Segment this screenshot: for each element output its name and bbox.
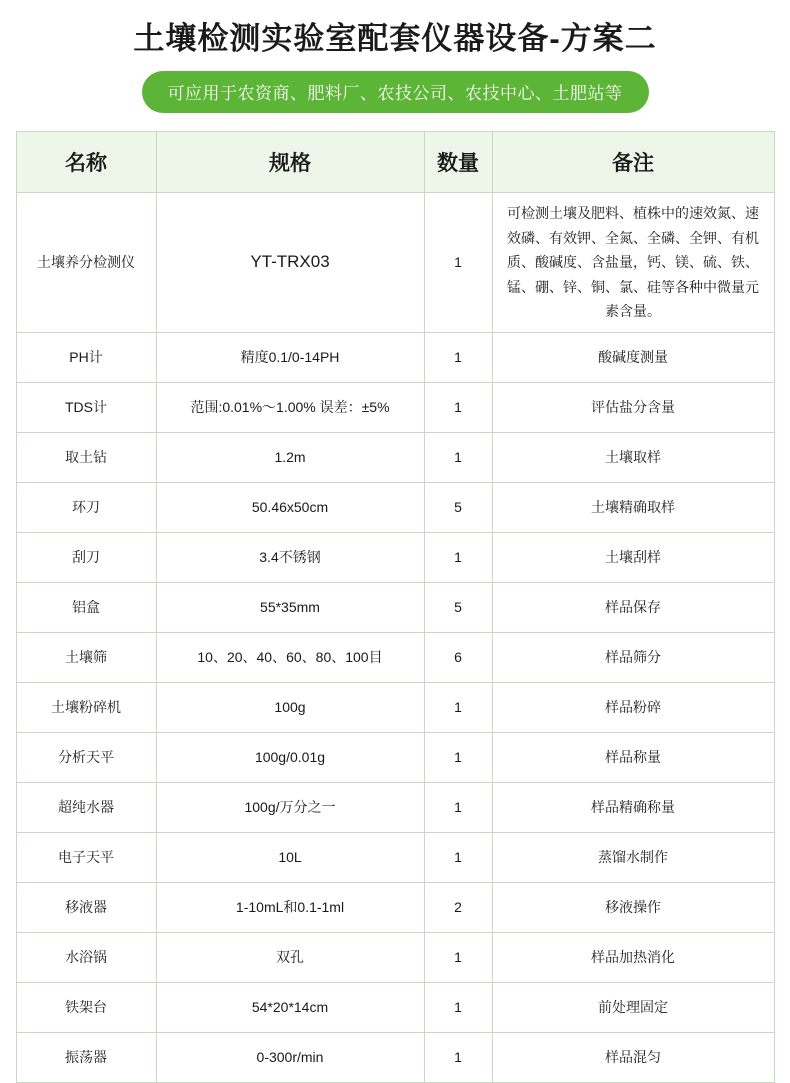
cell-remark: 样品加热消化: [492, 932, 774, 982]
cell-name: 土壤养分检测仪: [16, 193, 156, 333]
table-row: [16, 382, 774, 432]
cell-spec: 1.2m: [156, 432, 424, 482]
table-row: [16, 682, 774, 732]
cell-qty: 1: [424, 1032, 492, 1082]
cell-name: 土壤筛: [16, 632, 156, 682]
table-row: [16, 1032, 774, 1082]
cell-name: 移液器: [16, 882, 156, 932]
cell-spec: 0-300r/min: [156, 1032, 424, 1082]
cell-remark: 蒸馏水制作: [492, 832, 774, 882]
specification-table: [16, 131, 775, 1083]
cell-name: 振荡器: [16, 1032, 156, 1082]
cell-spec: 范围:0.01%～1.00% 误差：±5%: [156, 382, 424, 432]
cell-qty: 1: [424, 532, 492, 582]
cell-qty: 1: [424, 982, 492, 1032]
cell-remark: 评估盐分含量: [492, 382, 774, 432]
cell-spec: 54*20*14cm: [156, 982, 424, 1032]
cell-qty: 1: [424, 682, 492, 732]
cell-name: 铝盒: [16, 582, 156, 632]
cell-remark: 可检测土壤及肥料、植株中的速效氮、速效磷、有效钾、全氮、全磷、全钾、有机质、酸碱度、含盐量，钙、镁、硫、铁、锰、硼、锌、铜、氯、硅等各种中微量元素含量。: [492, 193, 774, 333]
cell-remark: 样品保存: [492, 582, 774, 632]
table-row: [16, 193, 774, 333]
cell-spec: 100g: [156, 682, 424, 732]
cell-spec: 10L: [156, 832, 424, 882]
cell-remark: 样品粉碎: [492, 682, 774, 732]
cell-remark: 样品精确称量: [492, 782, 774, 832]
cell-spec: 双孔: [156, 932, 424, 982]
table-row: [16, 932, 774, 982]
cell-name: 超纯水器: [16, 782, 156, 832]
cell-spec: 10、20、40、60、80、100目: [156, 632, 424, 682]
cell-qty: 1: [424, 382, 492, 432]
cell-name: 取土钻: [16, 432, 156, 482]
column-header-name: 名称: [16, 132, 156, 193]
table-row: [16, 582, 774, 632]
table-header-row: [16, 132, 774, 193]
table-row: [16, 432, 774, 482]
cell-name: TDS计: [16, 382, 156, 432]
cell-spec: 50.46x50cm: [156, 482, 424, 532]
cell-name: 环刀: [16, 482, 156, 532]
cell-remark: 土壤取样: [492, 432, 774, 482]
cell-name: 分析天平: [16, 732, 156, 782]
cell-spec: 55*35mm: [156, 582, 424, 632]
column-header-qty: 数量: [424, 132, 492, 193]
table-row: [16, 632, 774, 682]
cell-remark: 酸碱度测量: [492, 332, 774, 382]
table-header: [16, 132, 774, 193]
table-row: [16, 332, 774, 382]
cell-spec: 100g/0.01g: [156, 732, 424, 782]
table-row: [16, 782, 774, 832]
cell-remark: 土壤刮样: [492, 532, 774, 582]
column-header-spec: 规格: [156, 132, 424, 193]
cell-remark: 样品混匀: [492, 1032, 774, 1082]
cell-qty: 1: [424, 932, 492, 982]
cell-spec: 100g/万分之一: [156, 782, 424, 832]
table-row: [16, 882, 774, 932]
table-row: [16, 982, 774, 1032]
cell-qty: 1: [424, 782, 492, 832]
cell-spec: YT-TRX03: [156, 193, 424, 333]
cell-qty: 2: [424, 882, 492, 932]
cell-remark: 样品称量: [492, 732, 774, 782]
cell-name: 土壤粉碎机: [16, 682, 156, 732]
table-body: [16, 193, 774, 1083]
cell-name: 水浴锅: [16, 932, 156, 982]
table-row: [16, 482, 774, 532]
cell-spec: 3.4不锈钢: [156, 532, 424, 582]
cell-qty: 5: [424, 482, 492, 532]
cell-qty: 1: [424, 332, 492, 382]
cell-name: PH计: [16, 332, 156, 382]
cell-name: 铁架台: [16, 982, 156, 1032]
table-row: [16, 832, 774, 882]
cell-spec: 1-10mL和0.1-1ml: [156, 882, 424, 932]
cell-qty: 1: [424, 732, 492, 782]
cell-name: 刮刀: [16, 532, 156, 582]
cell-qty: 6: [424, 632, 492, 682]
subtitle-banner-wrap: [0, 71, 790, 113]
table-row: [16, 732, 774, 782]
cell-qty: 1: [424, 832, 492, 882]
column-header-remark: 备注: [492, 132, 774, 193]
cell-qty: 5: [424, 582, 492, 632]
table-row: [16, 532, 774, 582]
cell-qty: 1: [424, 193, 492, 333]
cell-remark: 样品筛分: [492, 632, 774, 682]
subtitle-banner: 可应用于农资商、肥料厂、农技公司、农技中心、土肥站等: [142, 71, 649, 113]
cell-name: 电子天平: [16, 832, 156, 882]
cell-spec: 精度0.1/0-14PH: [156, 332, 424, 382]
page-title: 土壤检测实验室配套仪器设备-方案二: [133, 21, 657, 56]
cell-remark: 土壤精确取样: [492, 482, 774, 532]
cell-remark: 移液操作: [492, 882, 774, 932]
cell-remark: 前处理固定: [492, 982, 774, 1032]
cell-qty: 1: [424, 432, 492, 482]
